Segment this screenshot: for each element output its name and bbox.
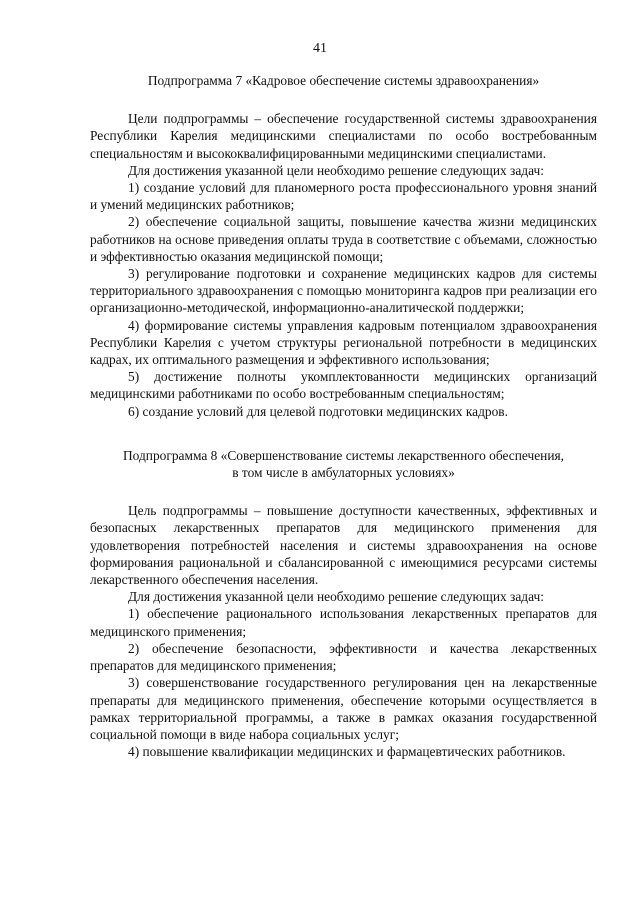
list-item: 1) создание условий для планомерного роста профессионального уровня знаний и умений медицинских работников; xyxy=(90,180,597,213)
paragraph: Для достижения указанной цели необходимо решение следующих задач: xyxy=(128,162,544,178)
list-item: 3) регулирование подготовки и сохранение медицинских кадров для системы территориального здравоохранения с помощью мониторинга кадров при реализации его организационно-методической, информационно-аналитической поддержки; xyxy=(90,266,597,316)
list-item: 5) достижение полноты укомплектованности медицинских организаций медицинскими работниками по особо востребованным специальностям; xyxy=(90,369,597,402)
subprogram-8-heading xyxy=(90,447,597,481)
heading-line: Подпрограмма 7 «Кадровое обеспечение системы здравоохранения» xyxy=(147,73,540,88)
heading-line: Подпрограмма 8 «Совершенствование системы лекарственного обеспечения, xyxy=(122,447,565,463)
heading-line: в том числе в амбулаторных условиях» xyxy=(232,465,455,481)
list-item: 4) формирование системы управления кадровым потенциалом здравоохранения Республики Карелия с учетом структуры региональной потребности в медицинских кадрах, их оптимального размещения и эффективного использования; xyxy=(90,317,597,368)
paragraph: Цели подпрограммы – обеспечение государственной системы здравоохранения Республики Карелия медицинскими специалистами по особо востребованным специальностям и высококвалифицированными медицинскими специалистами. xyxy=(90,111,597,161)
page-number: 41 xyxy=(313,41,327,56)
subprogram-7-heading xyxy=(90,72,597,89)
list-item: 4) повышение квалификации медицинских и фармацевтических работников. xyxy=(128,744,566,760)
list-item: 1) обеспечение рационального использования лекарственных препаратов для медицинского применения; xyxy=(90,606,597,639)
paragraph: Цель подпрограммы – повышение доступности качественных, эффективных и безопасных лекарственных препаратов для медицинского применения для удовлетворения потребностей населения и системы здравоохранения на основе формирования рациональной и сбалансированной с имеющимися ресурсами системы лекарственного обеспечения населения. xyxy=(90,503,597,588)
list-item: 3) совершенствование государственного регулирования цен на лекарственные препараты для медицинского применения, обеспечение которыми осуществляется в рамках территориальной программы, а также в рамках оказания государственной социальной помощи в виде набора социальных услуг; xyxy=(90,675,597,742)
list-item: 6) создание условий для целевой подготовки медицинских кадров. xyxy=(128,403,508,419)
list-item: 2) обеспечение социальной защиты, повышение качества жизни медицинских работников на основе приведения оплаты труда в соответствие с объемами, сложностью и эффективностью оказания медицинской помощи; xyxy=(90,214,597,264)
paragraph: Для достижения указанной цели необходимо решение следующих задач: xyxy=(128,589,544,605)
list-item: 2) обеспечение безопасности, эффективности и качества лекарственных препаратов для медицинского применения; xyxy=(90,640,597,674)
document-body xyxy=(90,72,597,760)
